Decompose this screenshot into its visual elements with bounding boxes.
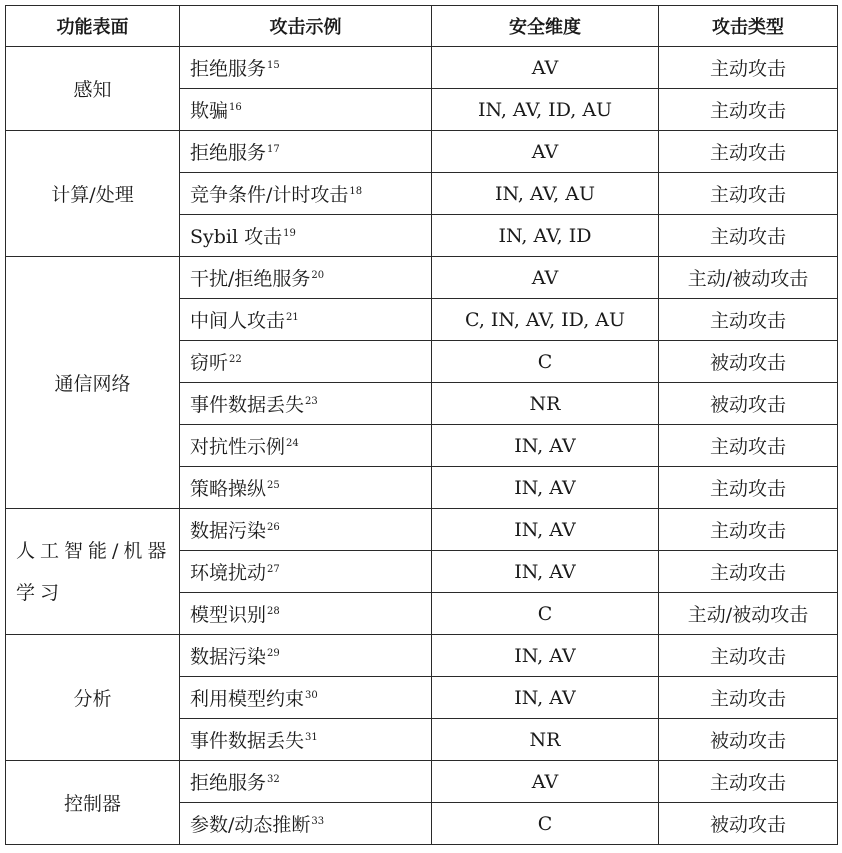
- dimension-cell: AV: [432, 131, 659, 173]
- surface-cell: 控制器: [6, 761, 180, 845]
- header-surface: 功能表面: [6, 6, 180, 47]
- attack-type-cell: 被动攻击: [659, 341, 838, 383]
- header-row: [6, 6, 838, 47]
- attack-type-cell: 主动攻击: [659, 173, 838, 215]
- table-row: [6, 131, 838, 173]
- attack-surface-table: [5, 5, 838, 845]
- example-text: 数据污染: [190, 646, 267, 668]
- example-text: 对抗性示例: [190, 436, 286, 458]
- example-text: 拒绝服务: [190, 772, 267, 794]
- table-row: [6, 635, 838, 677]
- example-text: 参数/动态推断: [190, 814, 311, 836]
- dimension-cell: IN, AV, AU: [432, 173, 659, 215]
- surface-cell: 人工智能/机器学习: [6, 509, 180, 635]
- surface-cell: 感知: [6, 47, 180, 131]
- header-dimension: 安全维度: [432, 6, 659, 47]
- example-text: 干扰/拒绝服务: [190, 268, 311, 290]
- attack-type-cell: 主动攻击: [659, 89, 838, 131]
- example-text: 拒绝服务: [190, 142, 267, 164]
- reference-number: 25: [267, 479, 280, 491]
- attack-type-cell: 主动攻击: [659, 467, 838, 509]
- reference-number: 22: [229, 353, 242, 365]
- attack-type-cell: 被动攻击: [659, 383, 838, 425]
- attack-type-cell: 主动攻击: [659, 131, 838, 173]
- attack-type-cell: 主动攻击: [659, 635, 838, 677]
- reference-number: 21: [286, 311, 299, 323]
- reference-number: 28: [267, 605, 280, 617]
- dimension-cell: AV: [432, 761, 659, 803]
- example-cell: [180, 635, 432, 677]
- reference-number: 31: [305, 731, 318, 743]
- reference-number: 18: [349, 185, 363, 197]
- example-cell: [180, 173, 432, 215]
- example-text: Sybil 攻击: [190, 226, 283, 248]
- example-cell: [180, 677, 432, 719]
- example-cell: [180, 89, 432, 131]
- dimension-cell: C: [432, 593, 659, 635]
- attack-type-cell: 主动攻击: [659, 47, 838, 89]
- dimension-cell: IN, AV: [432, 677, 659, 719]
- dimension-cell: NR: [432, 719, 659, 761]
- attack-type-cell: 被动攻击: [659, 719, 838, 761]
- header-example: 攻击示例: [180, 6, 432, 47]
- reference-number: 15: [267, 59, 280, 71]
- example-text: 模型识别: [190, 604, 267, 626]
- example-cell: [180, 425, 432, 467]
- attack-type-cell: 主动/被动攻击: [659, 593, 838, 635]
- attack-type-cell: 主动攻击: [659, 215, 838, 257]
- example-cell: [180, 47, 432, 89]
- attack-type-cell: 主动攻击: [659, 425, 838, 467]
- example-text: 拒绝服务: [190, 58, 267, 80]
- reference-number: 27: [267, 563, 280, 575]
- example-cell: [180, 341, 432, 383]
- table-row: [6, 257, 838, 299]
- reference-number: 23: [305, 395, 318, 407]
- reference-number: 33: [311, 815, 325, 827]
- example-cell: [180, 551, 432, 593]
- dimension-cell: C, IN, AV, ID, AU: [432, 299, 659, 341]
- attack-type-cell: 被动攻击: [659, 803, 838, 845]
- dimension-cell: AV: [432, 257, 659, 299]
- surface-cell: 计算/处理: [6, 131, 180, 257]
- example-text: 中间人攻击: [190, 310, 286, 332]
- example-text: 环境扰动: [190, 562, 267, 584]
- example-text: 窃听: [190, 352, 229, 374]
- dimension-cell: IN, AV: [432, 551, 659, 593]
- reference-number: 17: [267, 143, 280, 155]
- example-text: 数据污染: [190, 520, 267, 542]
- reference-number: 29: [267, 647, 280, 659]
- example-cell: [180, 593, 432, 635]
- dimension-cell: NR: [432, 383, 659, 425]
- dimension-cell: C: [432, 803, 659, 845]
- dimension-cell: IN, AV, ID, AU: [432, 89, 659, 131]
- attack-type-cell: 主动攻击: [659, 551, 838, 593]
- dimension-cell: C: [432, 341, 659, 383]
- reference-number: 30: [305, 689, 318, 701]
- example-text: 利用模型约束: [190, 688, 305, 710]
- attack-type-cell: 主动攻击: [659, 509, 838, 551]
- example-text: 欺骗: [190, 100, 229, 122]
- example-text: 事件数据丢失: [190, 394, 305, 416]
- dimension-cell: IN, AV, ID: [432, 215, 659, 257]
- example-text: 事件数据丢失: [190, 730, 305, 752]
- reference-number: 20: [311, 269, 325, 281]
- reference-number: 26: [267, 521, 280, 533]
- example-text: 策略操纵: [190, 478, 267, 500]
- attack-type-cell: 主动攻击: [659, 677, 838, 719]
- attack-type-cell: 主动攻击: [659, 299, 838, 341]
- reference-number: 16: [229, 101, 242, 113]
- dimension-cell: IN, AV: [432, 425, 659, 467]
- reference-number: 19: [283, 227, 296, 239]
- table-row: [6, 47, 838, 89]
- example-cell: [180, 761, 432, 803]
- table-row: [6, 509, 838, 551]
- example-cell: [180, 383, 432, 425]
- table-row: [6, 761, 838, 803]
- dimension-cell: AV: [432, 47, 659, 89]
- dimension-cell: IN, AV: [432, 635, 659, 677]
- example-cell: [180, 803, 432, 845]
- example-cell: [180, 215, 432, 257]
- surface-cell: 通信网络: [6, 257, 180, 509]
- reference-number: 32: [267, 773, 280, 785]
- attack-type-cell: 主动/被动攻击: [659, 257, 838, 299]
- header-attack-type: 攻击类型: [659, 6, 838, 47]
- dimension-cell: IN, AV: [432, 467, 659, 509]
- dimension-cell: IN, AV: [432, 509, 659, 551]
- example-cell: [180, 131, 432, 173]
- example-cell: [180, 257, 432, 299]
- example-cell: [180, 299, 432, 341]
- example-cell: [180, 509, 432, 551]
- reference-number: 24: [286, 437, 299, 449]
- example-cell: [180, 719, 432, 761]
- example-text: 竞争条件/计时攻击: [190, 184, 349, 206]
- surface-cell: 分析: [6, 635, 180, 761]
- example-cell: [180, 467, 432, 509]
- attack-type-cell: 主动攻击: [659, 761, 838, 803]
